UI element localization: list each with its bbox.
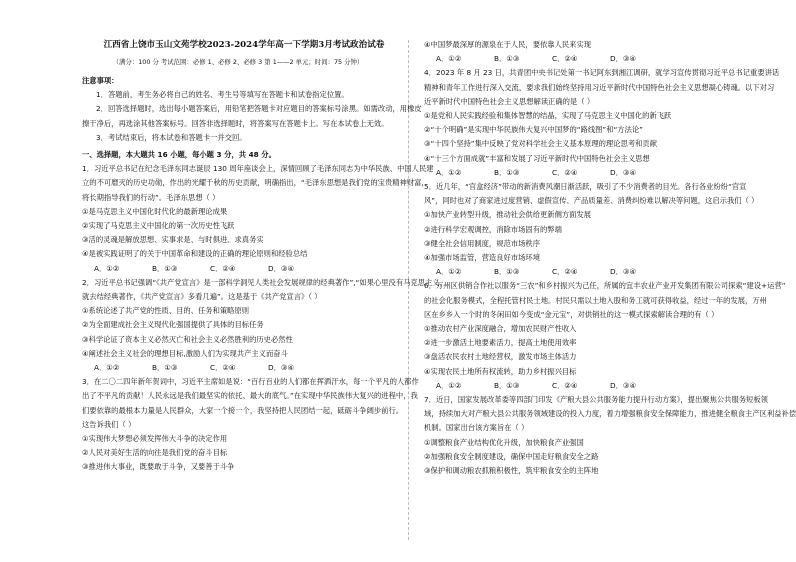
question-1-stem: 将长期指导我们的行动”。毛泽东思想（ ） — [82, 192, 220, 202]
notice-heading: 注意事项： — [82, 76, 119, 85]
choice-b[interactable]: B．①③ — [152, 363, 178, 373]
notice-line: 3．考试结束后，将本试卷和答题卡一并交回。 — [96, 132, 247, 142]
question-3-option: ③推进伟大事业，既要敢于斗争，又要善于斗争 — [82, 462, 235, 472]
choice-b[interactable]: B．①③ — [494, 167, 520, 177]
question-2-option: ①系统论述了共产党的性质、目的、任务和策略原则 — [82, 306, 250, 316]
choice-a[interactable]: A．①② — [436, 380, 462, 390]
question-2-option: ②为全面建成社会主义现代化强国提供了具体的目标任务 — [82, 320, 264, 330]
question-3-stem: 3．在二〇二四年新年贺词中，习近平主席如是说：“百行百业的人们都在挥洒汗水，每一个平凡的人都作 — [82, 377, 419, 387]
question-6-stem: 6．万州区供销合作社以服务“三农”和乡村振兴为己任，所属的宜丰农业产业开发集团有限公司探索“建设+运营” — [424, 281, 786, 291]
question-5-stem: 风”，同时也对了商家进过度营销、虚假宣传、产品质量差、消费纠纷难以解决等问题，这启示我们（ ） — [424, 196, 759, 206]
choice-c[interactable]: C．②④ — [552, 54, 578, 64]
choice-a[interactable]: A．①② — [94, 363, 120, 373]
question-6-option: ①推动农村产业深度融合，增加农民财产性收入 — [424, 324, 577, 334]
question-2-stem: 2．习近平总书记强调“《共产党宣言》是一部科学洞见人类社会发展规律的经典著作”,“如果心里没有马克思主义， — [82, 277, 447, 287]
notice-line: 1．答题前，考生务必将自己的姓名、考生号等填写在答题卡和试卷指定位置。 — [96, 90, 349, 100]
choice-c[interactable]: C．②④ — [552, 167, 578, 177]
question-5-choices — [424, 265, 746, 279]
question-3-option: ①实现伟大梦想必须发挥伟大斗争的决定作用 — [82, 434, 228, 444]
notice-line: 擦干净后，再选涂其他答案标号。回答非选择题时，将答案写在答题卡上。写在本试卷上无效。 — [82, 118, 389, 128]
question-5-option: ③健全社会信用制度，规范市场秩序 — [424, 238, 540, 248]
section-heading: 一、选择题，本大题共 16 小题，每小题 3 分，共 48 分。 — [82, 150, 276, 160]
question-1-option: ①是马克思主义中国化时代化的最新理论成果 — [82, 206, 228, 216]
question-6-choices — [424, 379, 746, 393]
question-3-stem: 出了不平凡的贡献！人民永远是我们最坚实的依托、最大的底气。”在实现中华民族伟大复兴的进程中，我 — [82, 391, 418, 401]
question-6-option: ③盘活农民农村土地经营权，激发市场主体活力 — [424, 352, 577, 362]
choice-b[interactable]: B．①③ — [494, 380, 520, 390]
choice-d[interactable]: D．③④ — [610, 54, 636, 64]
question-6-stem: 区在乡乡入一个时的冬闲田如今变成“金元宝”，对供销社的这一模式探索解读合理的有（ ） — [424, 309, 719, 319]
notice-line: 2．回答选择题时，选出每小题答案后，用铅笔把答题卡对应题目的答案标号涂黑。如需改动，用橡皮 — [96, 104, 422, 114]
question-6-stem: 的社会化服务模式，全程托管村民土地。村民只需以土地入股和务工就可获得收益，经过一年的发展，万州 — [424, 295, 767, 305]
question-6-option: ②进一步激活土地要素活力，提高土地使用效率 — [424, 338, 577, 348]
question-4-choices — [424, 166, 746, 180]
question-4-stem: 4．2023 年 8 月 23 日，共青团中央书记处第一书记阿东到湘江调研，就学习宣传贯彻习近平总书记重要讲话 — [424, 68, 780, 78]
question-2-option: ③科学论证了资本主义必然灭亡和社会主义必然胜利的历史必然性 — [82, 334, 293, 344]
question-3-stem: 们要依靠的最根本力量是人民群众，大家一个接一个，我坚持把人民团结一起，砥砺斗争阔步前行。 — [82, 405, 404, 415]
question-2-choices — [82, 361, 394, 375]
question-4-stem: 精神和青年工作进行深入交流，要求我们始终坚持用习近平新时代中国特色社会主义思想凝心铸魂。以下对习 — [424, 82, 775, 92]
question-4-option: ③“十四个坚持”集中反映了党对科学社会主义基本原理的理论思考和贡献 — [424, 139, 658, 149]
choice-b[interactable]: B．①③ — [494, 267, 520, 277]
question-7-stem: 7．近日，国家发展改革委等四部门印发《产粮大县公共服务能力提升行动方案》，提出聚焦公共服务短板领 — [424, 395, 768, 405]
question-1-choices — [82, 262, 394, 276]
question-4-option: ④“十三个方面成就”丰富和发展了习近平新时代中国特色社会主义思想 — [424, 153, 650, 163]
choice-a[interactable]: A．①② — [436, 54, 462, 64]
choice-c[interactable]: C．②④ — [552, 380, 578, 390]
question-1-option: ④是被实践证明了的关于中国革命和建设的正确的理论原则和经验总结 — [82, 249, 308, 259]
choice-d[interactable]: D．③④ — [610, 167, 636, 177]
question-7-option: ②加强粮食安全制度建设，确保中国走好粮食安全之路 — [424, 451, 599, 461]
question-3-choices — [424, 52, 746, 66]
choice-d[interactable]: D．③④ — [610, 380, 636, 390]
choice-c[interactable]: C．②④ — [552, 267, 578, 277]
question-7-stem: 机制。国家出台该方案旨在（ ） — [424, 423, 529, 433]
question-4-option: ①是党和人民实践经验和集体智慧的结晶，实现了马克思主义中国化的新飞跃 — [424, 111, 672, 121]
right-column — [424, 38, 796, 562]
exam-note: （满分：100 分 考试范围：必修 1、必修 2、必修 3 第 1——2 单元；时间：75 分钟） — [112, 58, 364, 66]
question-6-option: ④实现农民土地所有权流转，助力乡村振兴目标 — [424, 366, 577, 376]
choice-a[interactable]: A．①② — [94, 263, 120, 273]
question-2-stem: 就去结经典著作，《共产党宣言》多看几遍”。这是基于《共产党宣言》（ ） — [82, 292, 322, 302]
question-7-stem: 域，持续加大对产粮大县公共服务领域建设的投入力度，着力增强粮食安全保障能力，推进健全粮食主产区利益补偿 — [424, 409, 796, 419]
question-7-option: ①调整粮食产业结构优化升级，加快粮食产业强国 — [424, 437, 584, 447]
question-1-option: ③活的灵魂是解放思想、实事求是、与时俱进、求真务实 — [82, 235, 264, 245]
choice-b[interactable]: B．①③ — [152, 263, 178, 273]
question-3-stem: 这告诉我们（ ） — [82, 419, 136, 429]
question-3-option: ②人民对美好生活的向往是我们党的奋斗目标 — [82, 448, 228, 458]
choice-d[interactable]: D．③④ — [610, 267, 636, 277]
question-5-stem: 5．近几年，“官盒经济”带动的新消费风潮日渐活跃，吸引了不少消费者的目光。各行各业纷纷“官宣 — [424, 182, 747, 192]
question-7-option: ③保护和调动粮农抓粮积极性，筑牢粮食安全的主阵地 — [424, 466, 599, 476]
question-4-option: ②“十个明确”是实现中华民族伟大复兴中国梦的“路线图”和“方法论” — [424, 125, 643, 135]
question-2-option: ④阐述社会主义社会的理想目标,激励人们为实现共产主义而奋斗 — [82, 348, 288, 358]
question-5-option: ②进行科学宏观调控，消除市场固有的弊端 — [424, 224, 562, 234]
column-divider — [408, 40, 409, 540]
choice-b[interactable]: B．①③ — [494, 54, 520, 64]
left-column — [82, 38, 447, 562]
question-1-stem: 立的不可磨灭的历史功勋，作出的光耀千秋的历史贡献，明确指出，“毛泽东思想是我们党的宝贵精神财富， — [82, 178, 429, 188]
question-1-option: ②实现了马克思主义中国化的第一次历史性飞跃 — [82, 221, 235, 231]
question-5-option: ①加快产业转型升级，推动社会供给更新侧方面发展 — [424, 210, 592, 220]
choice-a[interactable]: A．①② — [436, 167, 462, 177]
question-3-option: ④中国梦最深厚的源泉在于人民，要依靠人民来实现 — [424, 40, 592, 49]
question-1-stem: 1．习近平总书记在纪念毛泽东同志诞辰 130 周年座谈会上，深情回顾了毛泽东同志为中华民族、中国人民建 — [82, 164, 434, 174]
page-title: 江西省上饶市玉山文苑学校2023-2024学年高一下学期3月考试政治试卷 — [103, 40, 385, 50]
question-5-option: ④加强市场监管，营造良好市场环境 — [424, 253, 540, 263]
choice-a[interactable]: A．①② — [436, 267, 462, 277]
choice-d[interactable]: D．③④ — [268, 263, 294, 273]
question-4-stem: 近平新时代中国特色社会主义思想解读正确的是（ ） — [424, 96, 595, 106]
choice-c[interactable]: C．②④ — [210, 363, 236, 373]
choice-c[interactable]: C．②④ — [210, 263, 236, 273]
choice-d[interactable]: D．③④ — [268, 363, 294, 373]
